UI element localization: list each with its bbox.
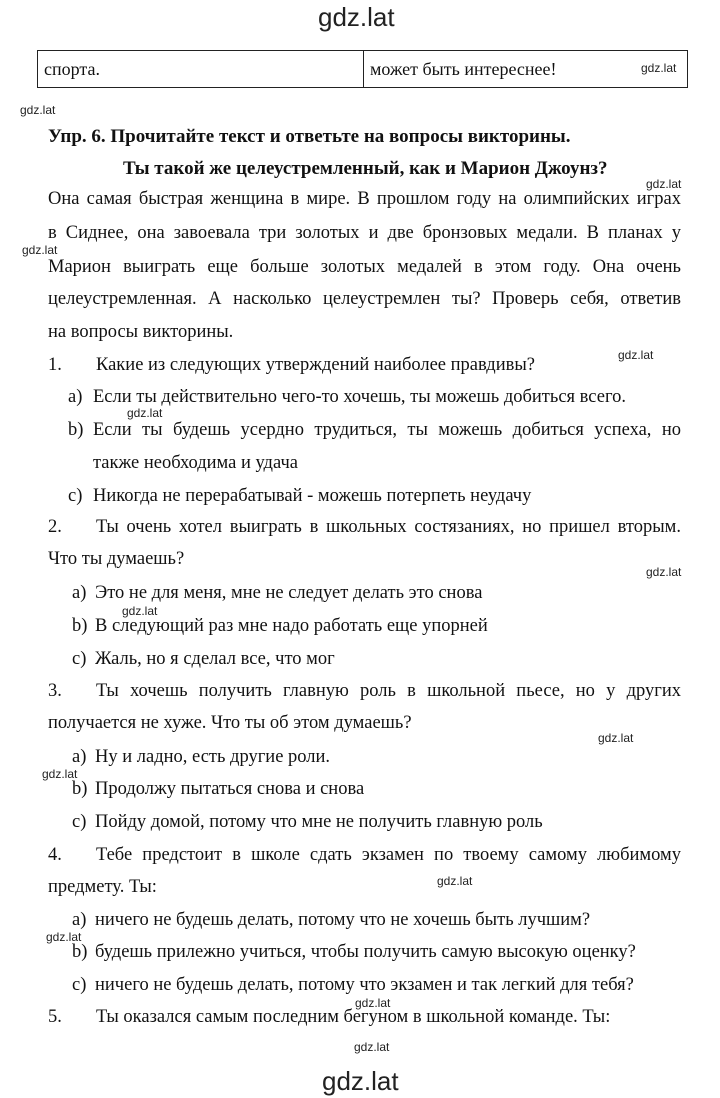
table-row <box>38 51 688 88</box>
watermark-text: gdz.lat <box>646 565 682 579</box>
exercise-title: Упр. 6. Прочитайте текст и ответьте на вопросы викторины. <box>48 126 571 147</box>
watermark-text: gdz.lat <box>437 874 473 888</box>
watermark-text: gdz.lat <box>355 996 391 1010</box>
watermark-text: gdz.lat <box>122 604 158 618</box>
watermark-text: gdz.lat <box>42 767 78 781</box>
watermark-text: gdz.lat <box>20 103 56 117</box>
question-text: Что ты думаешь? <box>48 549 185 569</box>
option-text: Ну и ладно, есть другие роли. <box>95 747 331 767</box>
option-text: ничего не будешь делать, потому что не хочешь быть лучшим? <box>95 910 591 930</box>
watermark-text: gdz.lat <box>354 1040 390 1054</box>
watermark-text: gdz.lat <box>22 243 58 257</box>
option-label: a) <box>72 910 87 930</box>
option-text: Если ты действительно чего-то хочешь, ты можешь добиться всего. <box>93 387 626 407</box>
question-number: 2. <box>48 517 62 537</box>
table-cell-right: может быть интереснее! <box>364 51 688 88</box>
watermark-text: gdz.lat <box>46 930 82 944</box>
option-label: a) <box>72 583 87 603</box>
option-label: b) <box>72 616 88 636</box>
question-text: Ты оказался самым последним бегуном в школьной команде. Ты: <box>96 1007 611 1027</box>
intro-line: на вопросы викторины. <box>48 322 234 342</box>
table-cell-left: спорта. <box>38 51 364 88</box>
question-number: 4. <box>48 845 62 865</box>
question-text: Какие из следующих утверждений наиболее правдивы? <box>96 355 535 375</box>
option-text: ничего не будешь делать, потому что экзамен и так легкий для тебя? <box>95 975 634 995</box>
option-text-continued: также необходима и удача <box>93 453 298 473</box>
question-text: Ты очень хотел выиграть в школьных состязаниях, но пришел вторым. <box>96 517 681 537</box>
watermark-text: gdz.lat <box>127 406 163 420</box>
watermark-text: gdz.lat <box>618 348 654 362</box>
intro-line: Марион выиграть еще больше золотых медалей в этом году. Она очень <box>48 257 681 277</box>
quiz-title: Ты такой же целеустремленный, как и Марион Джоунз? <box>123 158 608 179</box>
header-site-name: gdz.lat <box>318 2 395 32</box>
intro-line: целеустремленная. А насколько целеустремлен ты? Проверь себя, ответив <box>48 289 681 309</box>
intro-line: в Сиднее, она завоевала три золотых и две бронзовых медали. В планах у <box>48 223 681 243</box>
option-text: Это не для меня, мне не следует делать это снова <box>95 583 483 603</box>
option-label: a) <box>68 387 83 407</box>
option-label: c) <box>72 649 87 669</box>
option-text: Если ты будешь усердно трудиться, ты можешь добиться успеха, но <box>93 420 681 440</box>
table-fragment <box>37 50 688 88</box>
option-text: Никогда не перерабатывай - можешь потерпеть неудачу <box>93 486 532 506</box>
question-text: Ты хочешь получить главную роль в школьной пьесе, но у других <box>96 681 681 701</box>
question-number: 5. <box>48 1007 62 1027</box>
intro-line: Она самая быстрая женщина в мире. В прошлом году на олимпийских играх <box>48 189 681 209</box>
option-text: В следующий раз мне надо работать еще упорней <box>95 616 488 636</box>
option-label: c) <box>68 486 83 506</box>
watermark-text: gdz.lat <box>641 61 677 75</box>
watermark-text: gdz.lat <box>646 177 682 191</box>
option-label: b) <box>72 942 88 962</box>
watermark-text: gdz.lat <box>598 731 634 745</box>
option-label: a) <box>72 747 87 767</box>
question-number: 1. <box>48 355 62 375</box>
option-text: Продолжу пытаться снова и снова <box>95 779 365 799</box>
option-label: b) <box>72 779 88 799</box>
option-text: Пойду домой, потому что мне не получить главную роль <box>95 812 543 832</box>
option-text: Жаль, но я сделал все, что мог <box>95 649 335 669</box>
option-label: c) <box>72 975 87 995</box>
question-text: получается не хуже. Что ты об этом думаешь? <box>48 713 412 733</box>
question-text: Тебе предстоит в школе сдать экзамен по твоему самому любимому <box>96 845 681 865</box>
option-label: b) <box>68 420 84 440</box>
footer-site-name: gdz.lat <box>322 1066 399 1096</box>
option-label: c) <box>72 812 87 832</box>
question-text: предмету. Ты: <box>48 877 157 897</box>
option-text: будешь прилежно учиться, чтобы получить самую высокую оценку? <box>95 942 636 962</box>
question-number: 3. <box>48 681 62 701</box>
